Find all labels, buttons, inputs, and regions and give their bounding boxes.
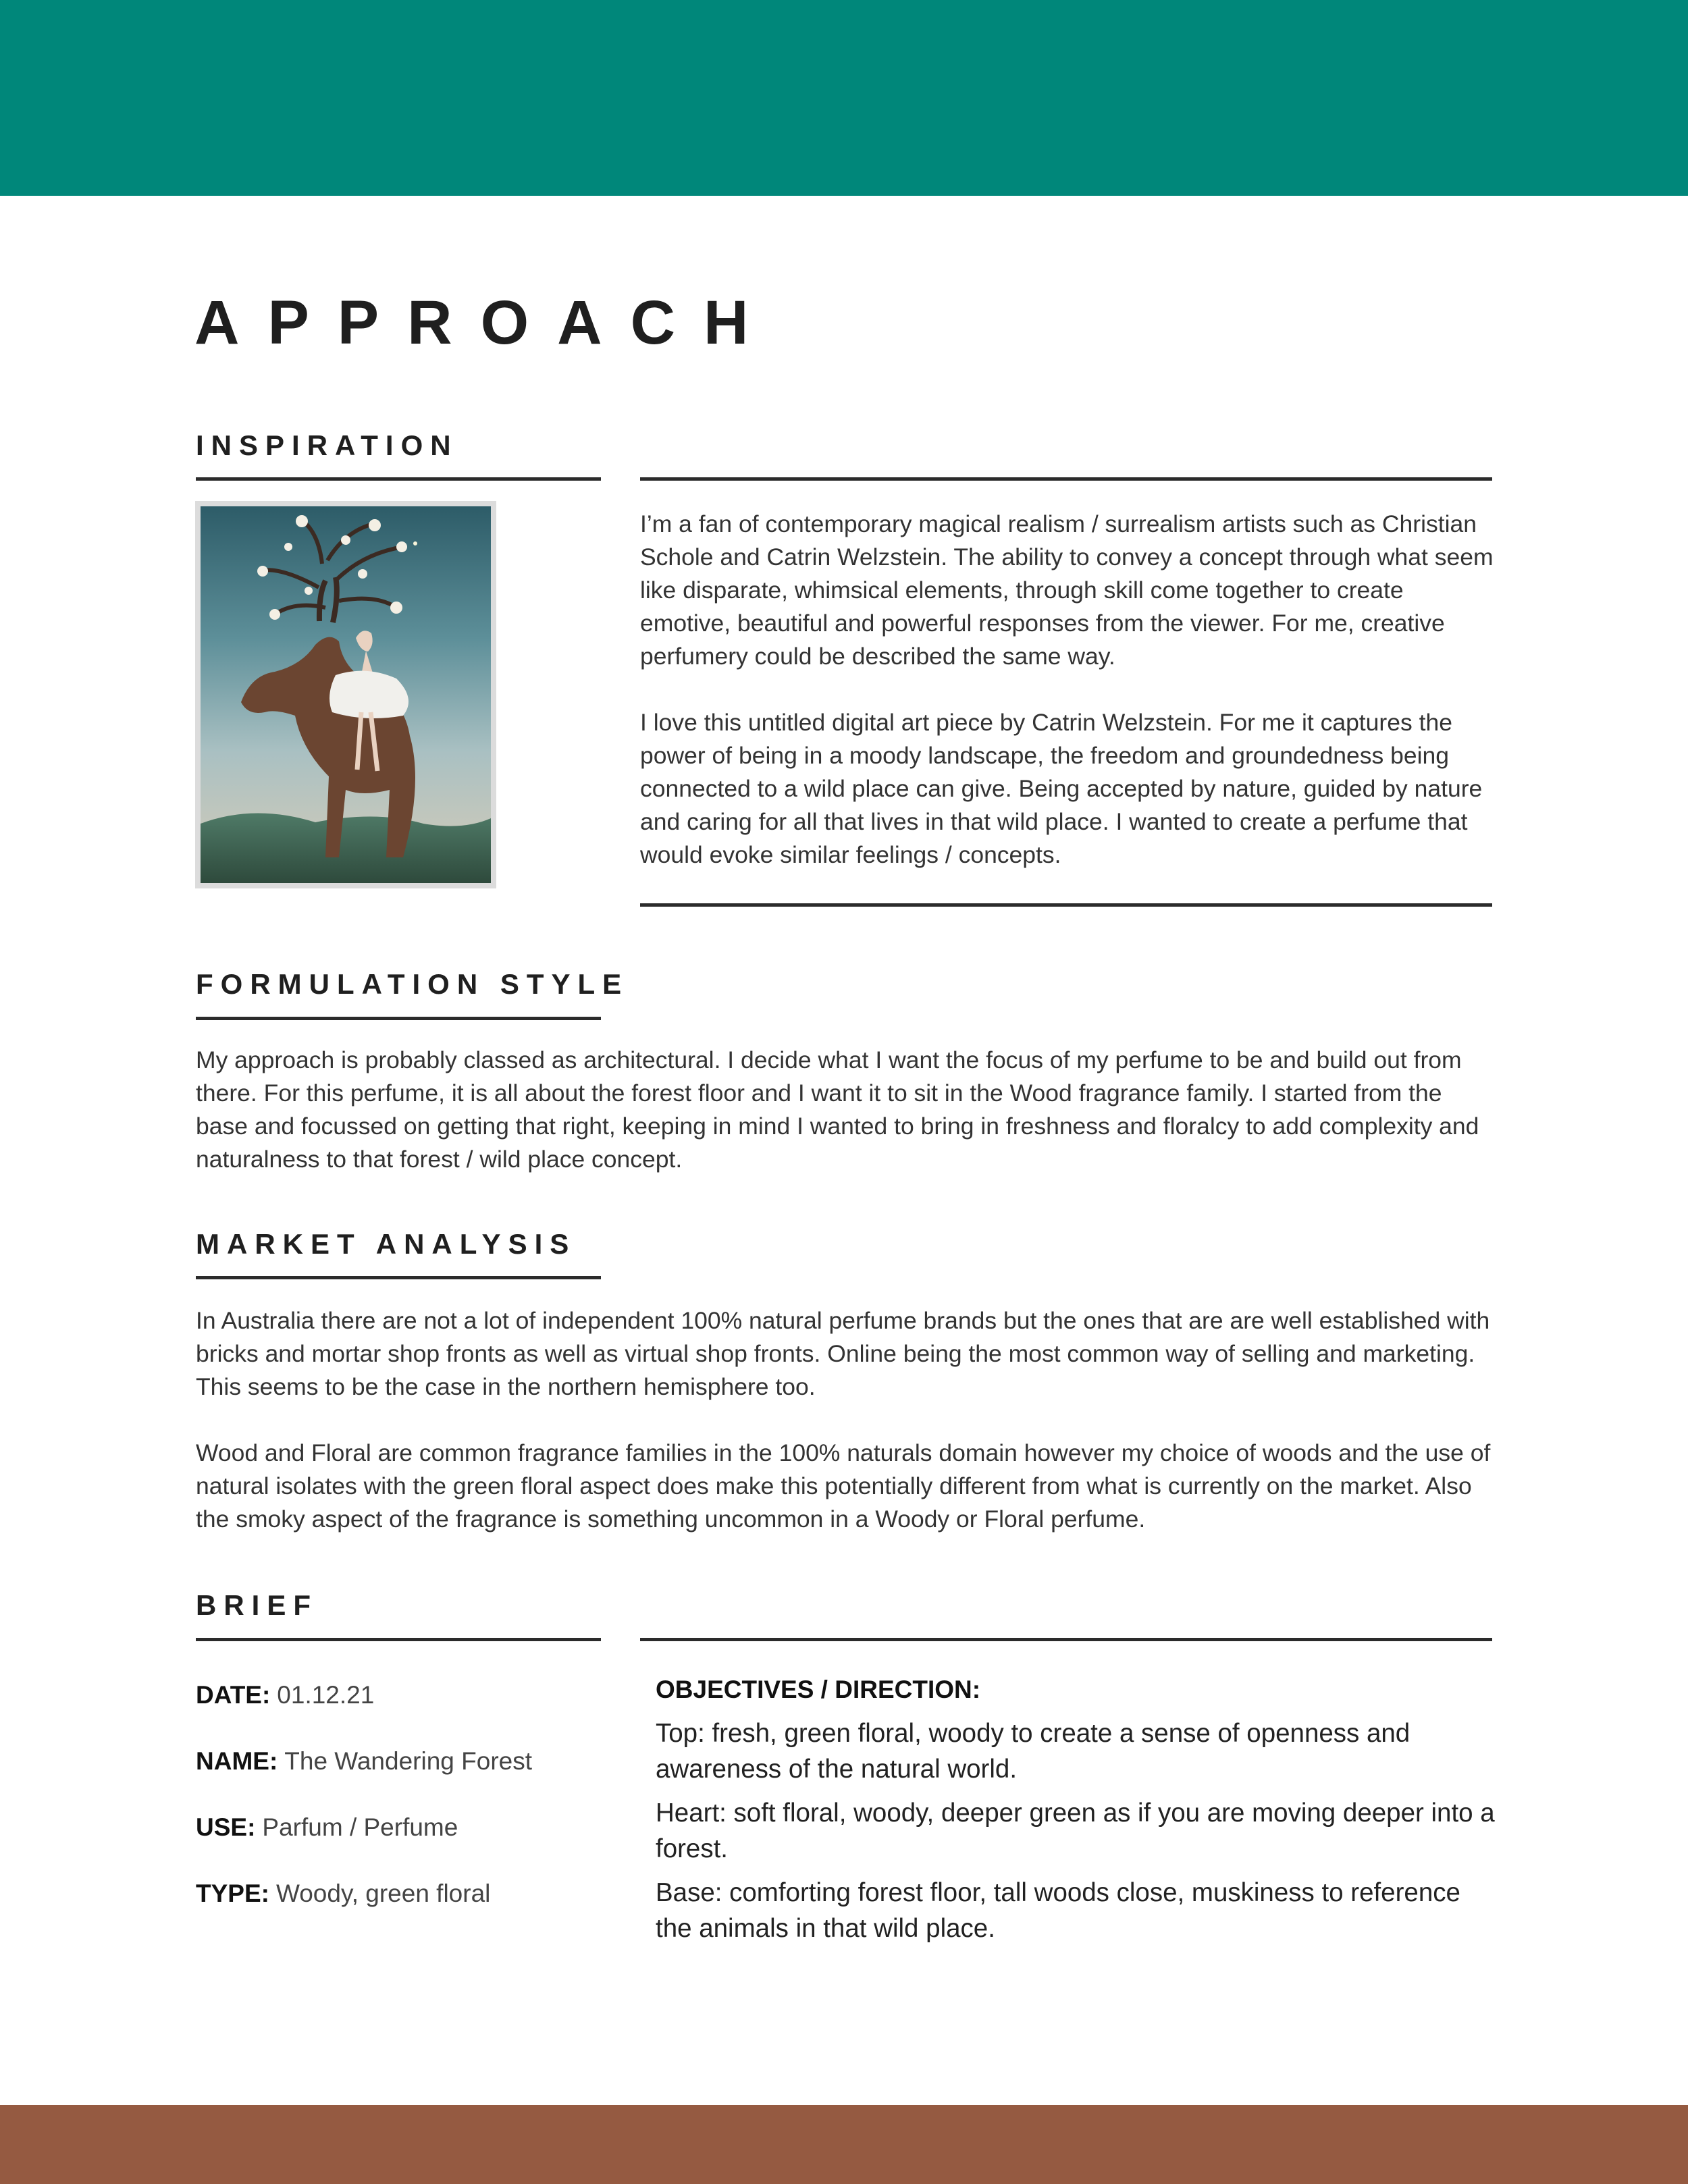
brief-name-label: NAME: <box>196 1747 278 1775</box>
inspiration-text-bottom-rule <box>640 903 1492 907</box>
artwork-image <box>195 501 496 888</box>
brief-objectives-rule <box>640 1638 1492 1641</box>
brief-heading-rule <box>196 1638 601 1641</box>
brief-type <box>196 1877 490 1911</box>
formulation-heading-rule <box>196 1017 601 1020</box>
brief-name <box>196 1744 532 1778</box>
brief-use-value: Parfum / Perfume <box>262 1813 458 1841</box>
inspiration-paragraph-2: I love this untitled digital art piece by Catrin Welzstein. For me it captures the power of being in a moody landscape, the freedom and groundedness being connected to a wild place can give. Being accepted by nature, guided by nature and caring for all that lives in that wild place. I wanted to create a perfume that would evoke similar feelings / concepts. <box>640 709 1483 868</box>
formulation-heading: FORMULATION STYLE <box>196 968 629 1000</box>
formulation-paragraph: My approach is probably classed as architectural. I decide what I want the focus of my perfume to be and build out from there. For this perfume, it is all about the forest floor and I want it to sit in the Wood fragrance family. I started from the base and focussed on getting that right, keeping in mind I wanted to bring in freshness and floralcy to add complexity and naturalness to that forest / wild place concept. <box>196 1046 1479 1173</box>
inspiration-heading: INSPIRATION <box>196 429 458 461</box>
footer-color-band <box>0 2105 1688 2184</box>
brief-heading: BRIEF <box>196 1589 318 1621</box>
brief-date-label: DATE: <box>196 1681 271 1709</box>
brief-date <box>196 1678 374 1712</box>
objectives-heading: OBJECTIVES / DIRECTION: <box>656 1676 981 1703</box>
inspiration-heading-rule <box>196 477 601 481</box>
inspiration-paragraph-1: I’m a fan of contemporary magical realism / surrealism artists such as Christian Schole and Catrin Welzstein. The ability to convey a concept through what seem like disparate, whimsical elements, through skill come together to create emotive, beautiful and powerful responses from the viewer. For me, creative perfumery could be described the same way. <box>640 510 1494 670</box>
objective-top: Top: fresh, green floral, woody to create a sense of openness and awareness of the natural world. <box>656 1719 1410 1784</box>
market-paragraph-1: In Australia there are not a lot of independent 100% natural perfume brands but the ones that are are well established with bricks and mortar shop fronts as well as virtual shop fronts. Online being the most common way of selling and marketing. This seems to be the case in the northern hemisphere too. <box>196 1307 1490 1400</box>
inspiration-text-top-rule <box>640 477 1492 481</box>
market-heading: MARKET ANALYSIS <box>196 1228 577 1260</box>
brief-date-value: 01.12.21 <box>277 1681 375 1709</box>
brief-name-value: The Wandering Forest <box>284 1747 532 1775</box>
brief-type-value: Woody, green floral <box>275 1880 491 1907</box>
brief-use <box>196 1811 458 1844</box>
objective-heart: Heart: soft floral, woody, deeper green as if you are moving deeper into a forest. <box>656 1799 1495 1863</box>
header-color-band <box>0 0 1688 196</box>
market-paragraph-2: Wood and Floral are common fragrance families in the 100% naturals domain however my choice of woods and the use of natural isolates with the green floral aspect does make this potentially different from what is currently on the market. Also the smoky aspect of the fragrance is something uncommon in a Woody or Floral perfume. <box>196 1439 1491 1533</box>
painting-deer-ballerina-icon <box>201 506 491 883</box>
brief-use-label: USE: <box>196 1813 256 1841</box>
objective-base: Base: comforting forest floor, tall woods close, muskiness to reference the animals in that wild place. <box>656 1878 1460 1943</box>
market-heading-rule <box>196 1276 601 1279</box>
brief-type-label: TYPE: <box>196 1880 269 1907</box>
page-title: APPROACH <box>194 288 777 357</box>
